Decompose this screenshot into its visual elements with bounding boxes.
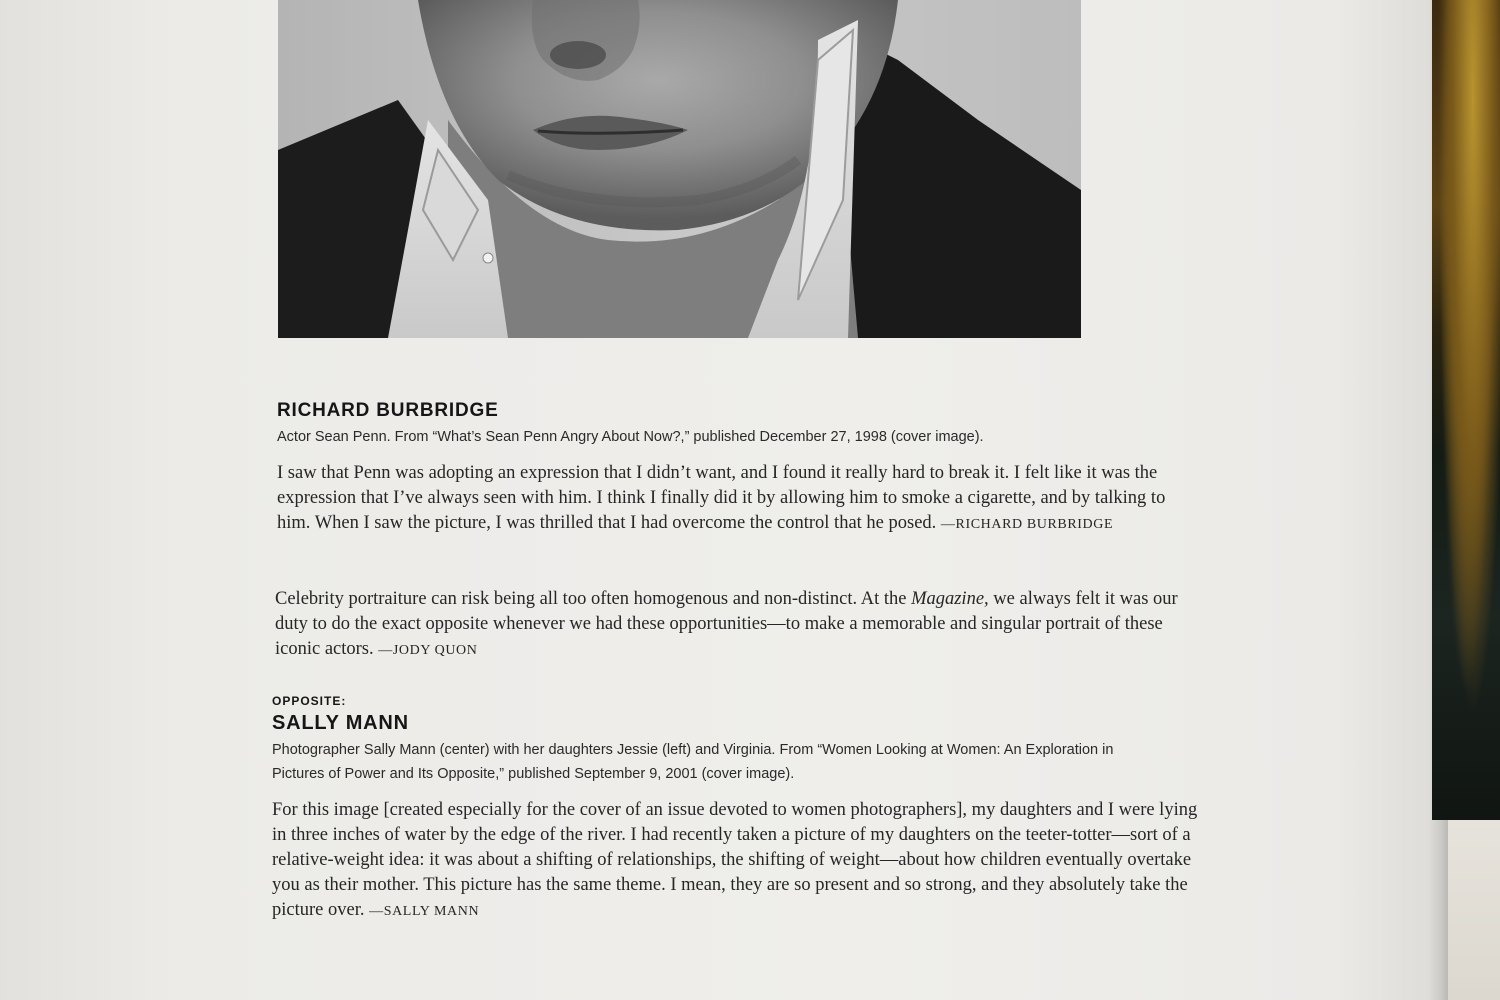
attribution-mann: —SALLY MANN <box>369 904 480 919</box>
opposite-label: OPPOSITE: <box>272 694 347 708</box>
attribution-quon: —JODY QUON <box>378 643 478 658</box>
quote-burbridge <box>277 461 1192 537</box>
quote-text-burbridge: I saw that Penn was adopting an expression that I didn’t want, and I found it really hard to break it. I felt like it was the expression that I’ve always seen with him. I think I finally did it by allowing him to smoke a cigarette, and by talking to him. When I saw the picture, I was thrilled that I had overcome the control that he posed. <box>277 463 1166 533</box>
opposite-page-margin <box>1448 820 1500 1000</box>
quote-text-quon-start: Celebrity portraiture can risk being all too often homogenous and non-distinct. At the <box>275 589 912 609</box>
quote-mann <box>272 798 1200 924</box>
quote-text-quon-end: we always felt it was our duty to do the exact opposite whenever we had these opportunities—to make a memorable and singular portrait of these iconic actors. <box>275 589 1178 659</box>
photographer-name-burbridge: RICHARD BURBRIDGE <box>277 400 499 421</box>
photographer-name-mann: SALLY MANN <box>272 712 409 734</box>
photo-credit-mann: Photographer Sally Mann (center) with her daughters Jessie (left) and Virginia. From “Women Looking at Women: An Exploration in Pictures of Power and Its Opposite,” published September 9, 2001 (cover image). <box>272 742 1114 782</box>
mann-caption <box>272 694 1202 924</box>
quote-text-mann: For this image [created especially for the cover of an issue devoted to women photographers], my daughters and I were lying in three inches of water by the edge of the river. I had recently taken a picture of my daughters on the teeter-totter—sort of a relative-weight idea: it was about a shifting of relationships, the shifting of weight—about how children eventually overtake you as their mother. This picture has the same theme. I mean, they are so present and so strong, and they absolutely take the picture over. <box>272 800 1198 920</box>
quote-quon <box>275 587 1190 663</box>
magazine-italic: Magazine, <box>911 589 989 609</box>
opposite-page-photo <box>1432 0 1500 820</box>
quon-paragraph <box>275 587 1195 663</box>
attribution-burbridge: —RICHARD BURBRIDGE <box>940 517 1114 532</box>
burbridge-caption <box>277 400 1197 537</box>
sean-penn-portrait <box>278 0 1081 338</box>
photo-credit-burbridge: Actor Sean Penn. From “What’s Sean Penn Angry About Now?,” published December 27, 1998 (cover image). <box>277 429 984 445</box>
